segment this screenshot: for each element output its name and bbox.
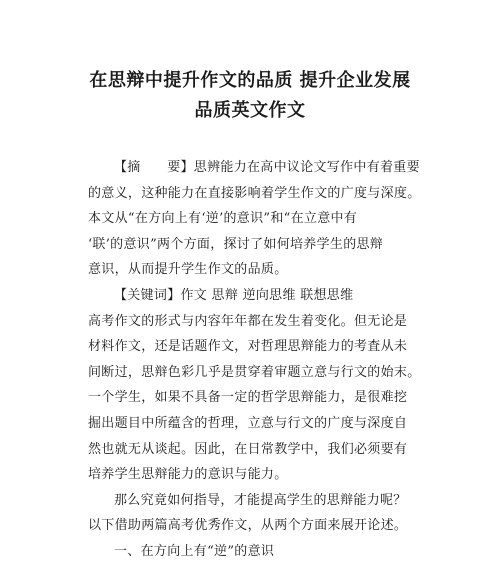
- body-text-line: 高考作文的形式与内容年年都在发生着变化。但无论是: [88, 313, 408, 329]
- body-text-line: 【关键词】作文 思辩 逆向思维 联想思维: [114, 287, 354, 303]
- body-text-line: 一个学生，如果不具备一定的哲学思辩能力，是很难挖: [88, 390, 408, 406]
- body-text-line: 的意义，这种能力在直接影响着学生作文的广度与深度。: [88, 185, 421, 201]
- body-text-line: 一、在方向上有“逆”的意识: [114, 543, 275, 559]
- body-text-line: 那么究竟如何指导，才能提高学生的思辩能力呢？: [114, 492, 407, 508]
- article-title: [0, 66, 500, 126]
- body-text-line: 培养学生思辩能力的意识与能力。: [88, 467, 288, 483]
- body-text-line: 掘出题目中所蕴含的哲理，立意与行文的广度与深度自: [88, 415, 408, 431]
- body-text-line: 【摘 要】思辨能力在高中议论文写作中有着重要: [114, 160, 420, 175]
- article-body: [88, 155, 423, 565]
- title-line-1: 在思辩中提升作文的品质 提升企业发展: [89, 70, 411, 91]
- body-text-line: 间断过，思辩色彩几乎是贯穿着审题立意与行文的始末。: [88, 364, 421, 380]
- body-text-line: 以下借助两篇高考优秀作文，从两个方面来展开论述。: [88, 518, 408, 534]
- body-text-line: 材料作文，还是话题作文，对哲理思辩能力的考査从未: [88, 339, 408, 355]
- title-line-2: 品质英文作文: [194, 100, 306, 121]
- body-text-line: 意识，从而提升学生作文的品质。: [88, 262, 288, 278]
- body-text-line: 然也就无从谈起。因此，在日常教学中，我们必须要有: [88, 441, 408, 457]
- body-text-line: ‘联’的意识”两个方面，探讨了如何培养学生的思辩: [88, 236, 384, 252]
- body-text-line: 本文从“在方向上有‘逆’的意识”和“在立意中有: [88, 211, 358, 227]
